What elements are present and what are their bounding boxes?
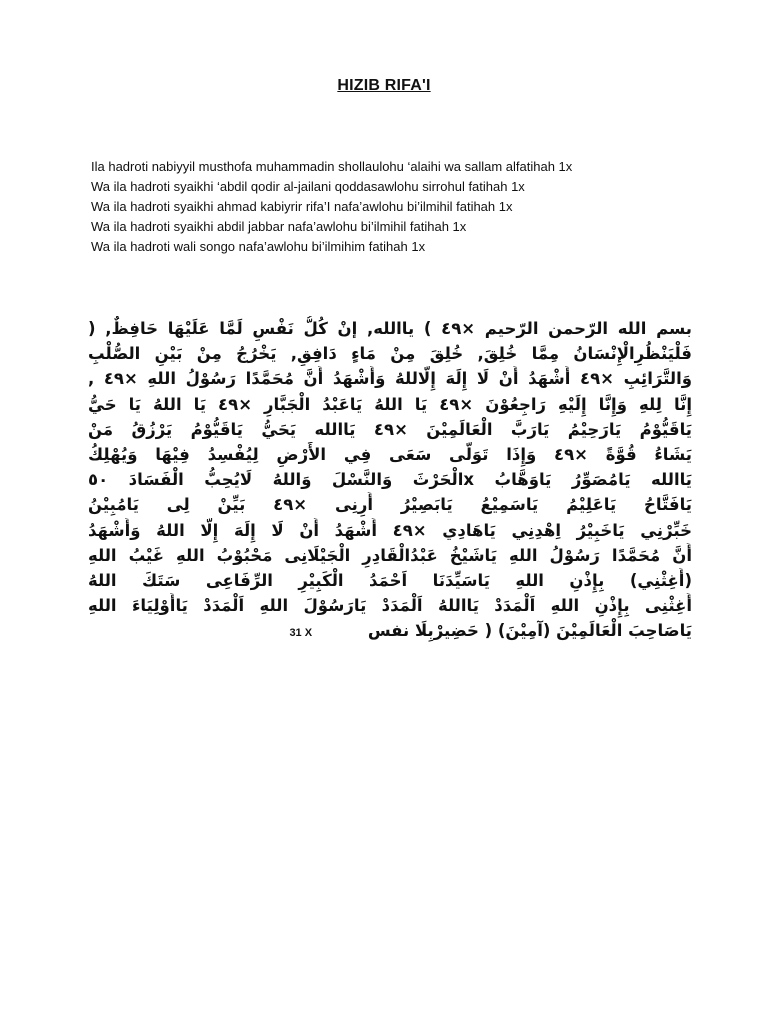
page-title: HIZIB RIFA'I [337,77,431,94]
repeat-count: 31 X [289,627,313,640]
intro-line: Ila hadroti nabiyyil musthofa muhammadin shollaulohu ‘alaihi wa sallam alfatihah 1x [91,159,573,174]
arabic-line: (أَغِثْنِي) بِإِذْنِ اللهِ يَاسَيِّدَنَا اَحْمَدُ الْكَبِيْرِ الرِّفَاعِى سَتَكَ اللهُ [88,571,692,591]
arabic-line: يَشَاءُ قُوَّةً ×٤٩ وَإِذَا تَوَلَّى سَعَى فِي الأَرْضِ لِيُفْسِدُ فِيْهَا وَيُهْلِكُ [88,445,692,465]
arabic-line: يَاقَيُّوْمُ يَارَحِيْمُ يَارَبَّ الْعَالَمِيْنَ ×٤٩ يَاالله يَحَيُّ يَاقَيُّوْمُ يَرْزُقُ مَنْ [88,419,692,439]
intro-line: Wa ila hadroti syaikhi ‘abdil qodir al-jailani qoddasawlohu sirrohul fatihah 1x [91,179,525,194]
arabic-line: أَغِثْنِى بِإِذْنِ اللهِ اَلْمَدَدْ يَااللهُ اَلْمَدَدْ يَارَسُوْلَ اللهِ اَلْمَدَدْ يَاأَوْلِيَاءَ اللهِ [88,596,692,616]
arabic-line: فَلْيَنْظُرِالْإِنْسَانُ مِمَّا خُلِقَ, خُلِقَ مِنْ مَاءٍ دَافِقٍ, يَخْرُجُ مِنْ بَيْنِ الصُّلْبِ [88,344,692,364]
intro-line: Wa ila hadroti wali songo nafa’awlohu bi’ilmihim fatihah 1x [91,239,426,254]
arabic-line: بسم الله الرّحمن الرّحيم ×٤٩ ) ياالله, إنْ كُلُّ نَفْسٍ لَمَّا عَلَيْهَا حَافِظٌ, ( [88,319,692,338]
arabic-prayer-text [88,316,692,647]
arabic-line: يَافَتَّاحُ يَاعَلِيْمُ يَاسَمِيْعُ يَابَصِيْرُ أَرِنِى ×٤٩ بَيِّنْ لِى يَامُبِيْنُ [88,495,692,515]
arabic-last-line [88,618,692,646]
intro-paragraph [91,157,731,257]
arabic-line: وَالتَّرَائِبِ ×٤٩ أَشْهَدُ أَنْ لَا إِلَهَ إِلَّاللهُ وَأَشْهَدُ أَنَّ مُحَمَّدًا رَسُوْلُ اللهِ ×٤٩ , [88,369,692,389]
arabic-line: خَبِّرْنِي يَاخَبِيْرُ اِهْدِنِي يَاهَادِي ×٤٩ أَشْهَدُ أَنْ لَا إِلَهَ إِلَّا اللهُ وَأَشْهَدُ [88,520,692,540]
intro-line: Wa ila hadroti syaikhi abdil jabbar nafa’awlohu bi’ilmihil fatihah 1x [91,219,467,234]
arabic-line: أَنَّ مُحَمَّدًا رَسُوْلُ اللهِ يَاشَيْخُ عَبْدُالْقَادِرِ الْجَيْلَانِى مَحْبُوْبُ اللهِ غَيْبُ اللهِ [88,545,692,565]
intro-line: Wa ila hadroti syaikhi ahmad kabiyrir rifa’I nafa’awlohu bi’ilmihil fatihah 1x [91,199,513,214]
arabic-line: إِنَّا لِلهِ وَإِنَّا إِلَيْهِ رَاجِعُوْنَ ×٤٩ يَا اللهُ يَاعَبْدُ الْجَبَّارِ ×٤٩ يَا اللهُ يَا حَيُّ [88,394,692,414]
arabic-line: يَاالله يَامُصَوِّرُ يَاوَهَّابُ xالْحَرْثَ وَالنَّسْلَ وَاللهُ لَايُحِبُّ الْفَسَادَ ٥٠ [88,470,692,490]
arabic-last-line-text: يَاصَاحِبَ الْعَالَمِيْنَ (آمِيْنَ) ( حَضِيرْبِلَا نفس [367,621,692,641]
